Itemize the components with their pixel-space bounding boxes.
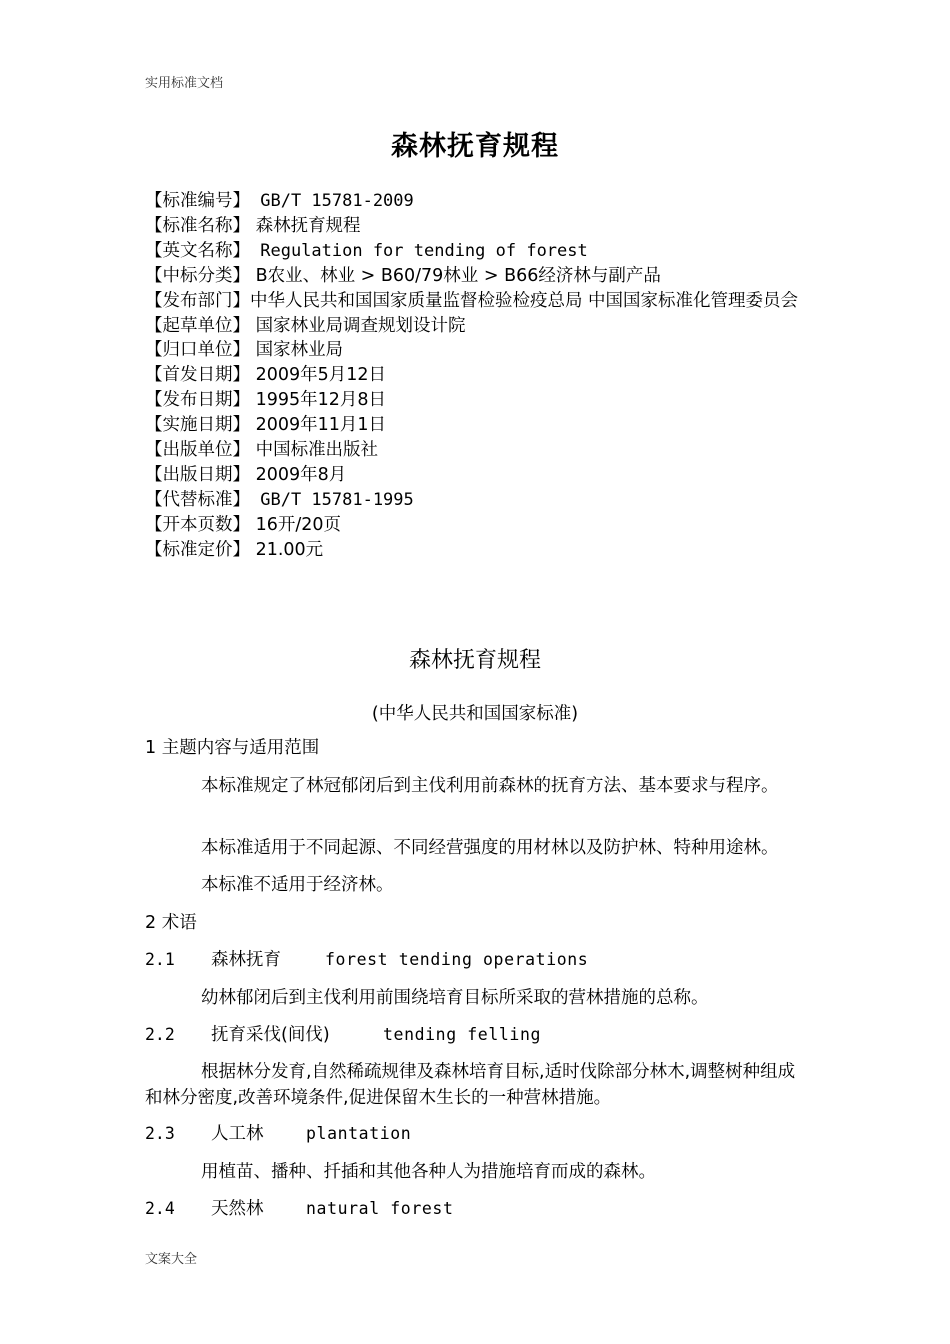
- meta-label: 【首发日期】: [145, 365, 250, 386]
- meta-value: 国家林业局调查规划设计院: [250, 315, 466, 336]
- meta-label: 【实施日期】: [145, 415, 250, 436]
- meta-label: 【出版日期】: [145, 464, 250, 485]
- meta-label: 【归口单位】: [145, 340, 250, 361]
- meta-row-publish-date: [145, 463, 825, 488]
- meta-value: 国家林业局: [250, 340, 344, 361]
- standard-metadata: [145, 189, 825, 563]
- meta-row-format-pages: [145, 513, 825, 538]
- term-number: 2.3: [145, 1124, 175, 1143]
- meta-label: 【开本页数】: [145, 514, 250, 535]
- term-english: tending felling: [383, 1025, 542, 1044]
- meta-value: GB/T 15781-2009: [250, 191, 414, 211]
- meta-row-responsible-unit: [145, 338, 825, 363]
- meta-row-replaced-standard: [145, 488, 825, 513]
- meta-label: 【英文名称】: [145, 240, 250, 261]
- meta-row-standard-number: [145, 189, 825, 214]
- section-2-heading: 2 术语: [145, 913, 197, 933]
- meta-value: GB/T 15781-1995: [250, 489, 414, 510]
- term-english: plantation: [306, 1124, 412, 1143]
- meta-value: 2009年11月1日: [250, 415, 387, 436]
- section-1-paragraph-3: 本标准不适用于经济林。: [201, 875, 394, 895]
- meta-label: 【发布部门】: [145, 290, 250, 311]
- meta-value: 2009年5月12日: [250, 365, 387, 386]
- meta-label: 【起草单位】: [145, 315, 250, 336]
- meta-row-publisher: [145, 438, 825, 463]
- section-1-paragraph-2: 本标准适用于不同起源、不同经营强度的用材林以及防护林、特种用途林。: [201, 838, 779, 858]
- meta-row-effective-date: [145, 413, 825, 438]
- term-english: natural forest: [306, 1199, 454, 1218]
- section-1-paragraph-1: 本标准规定了林冠郁闭后到主伐利用前森林的抚育方法、基本要求与程序。: [201, 776, 779, 796]
- term-chinese: 人工林: [211, 1124, 264, 1144]
- term-2-3: [145, 1121, 411, 1147]
- meta-row-standard-name: [145, 214, 825, 239]
- meta-label: 【中标分类】: [145, 265, 250, 286]
- term-chinese: 森林抚育: [211, 950, 281, 970]
- meta-label: 【标准名称】: [145, 215, 250, 236]
- section-1-heading: 1 主题内容与适用范围: [145, 738, 320, 758]
- term-2-3-definition: 用植苗、播种、扦插和其他各种人为措施培育而成的森林。: [201, 1162, 656, 1182]
- document-title: 森林抚育规程: [391, 131, 559, 162]
- term-2-1-definition: 幼林郁闭后到主伐利用前围绕培育目标所采取的营林措施的总称。: [201, 988, 709, 1008]
- meta-row-classification: [145, 264, 825, 289]
- meta-label: 【发布日期】: [145, 390, 250, 411]
- meta-value: 中华人民共和国国家质量监督检验检疫总局 中国国家标准化管理委员会: [250, 290, 799, 311]
- meta-value: 中国标准出版社: [250, 440, 379, 461]
- meta-value: Regulation for tending of forest: [250, 240, 588, 261]
- meta-row-english-name: [145, 239, 825, 264]
- meta-row-price: [145, 538, 825, 563]
- term-chinese: 天然林: [211, 1199, 264, 1219]
- term-number: 2.4: [145, 1199, 175, 1218]
- term-chinese: 抚育采伐(间伐): [211, 1025, 330, 1045]
- page-footer: 文案大全: [145, 1252, 198, 1267]
- meta-row-issuing-department: [145, 289, 825, 314]
- body-subtitle: (中华人民共和国国家标准): [371, 704, 579, 724]
- meta-value: 21.00元: [250, 539, 324, 560]
- meta-row-release-date: [145, 388, 825, 413]
- meta-label: 【标准定价】: [145, 539, 250, 560]
- meta-label: 【标准编号】: [145, 191, 250, 211]
- meta-row-drafting-unit: [145, 314, 825, 339]
- term-2-4: [145, 1196, 453, 1222]
- term-number: 2.1: [145, 950, 175, 969]
- meta-value: 1995年12月8日: [250, 390, 387, 411]
- meta-value: 森林抚育规程: [250, 215, 361, 236]
- meta-label: 【出版单位】: [145, 440, 250, 461]
- term-2-1: [145, 947, 588, 973]
- body-title: 森林抚育规程: [408, 648, 541, 673]
- term-number: 2.2: [145, 1025, 175, 1044]
- meta-row-first-issue-date: [145, 363, 825, 388]
- meta-value: 2009年8月: [250, 464, 347, 485]
- term-2-2: [145, 1022, 541, 1048]
- meta-label: 【代替标准】: [145, 489, 250, 510]
- term-english: forest tending operations: [325, 950, 589, 969]
- meta-value: B农业、林业 > B60/79林业 > B66经济林与副产品: [250, 265, 661, 286]
- meta-value: 16开/20页: [250, 514, 341, 535]
- term-2-2-definition: 根据林分发育,自然稀疏规律及森林培育目标,适时伐除部分林木,调整树种组成和林分密度,改善环境条件,促进保留木生长的一种营林措施。: [145, 1062, 796, 1108]
- page-header: 实用标准文档: [145, 76, 224, 91]
